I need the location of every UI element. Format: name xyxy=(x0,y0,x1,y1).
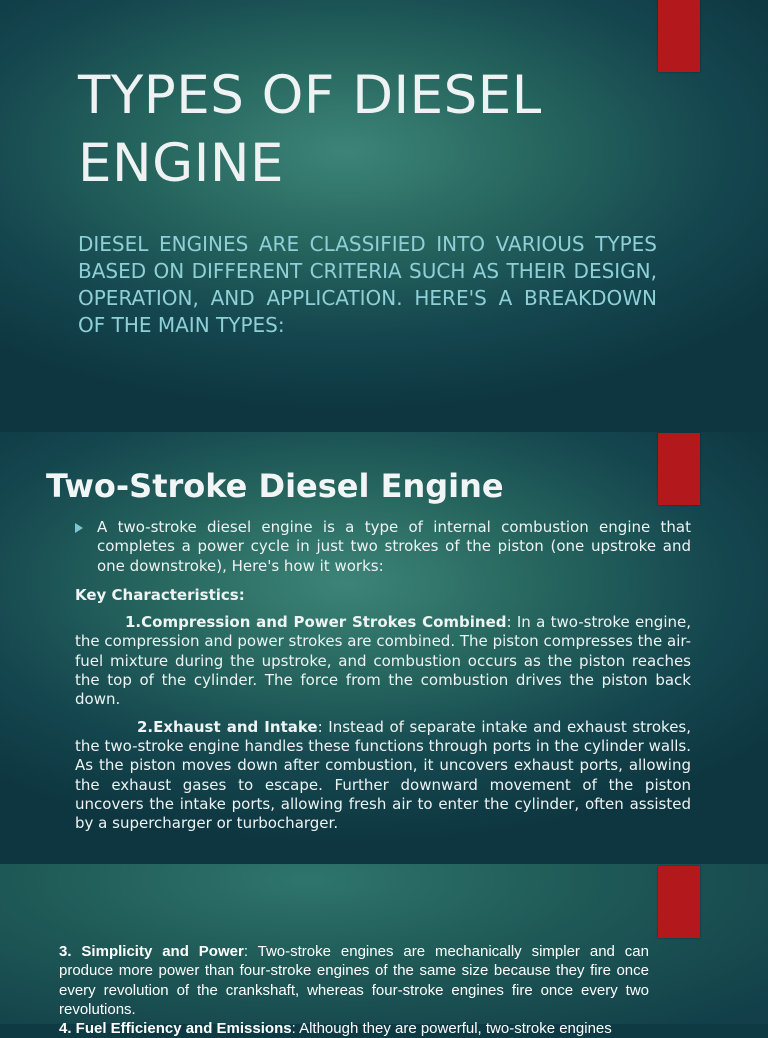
slide-1 xyxy=(0,0,768,432)
accent-bar xyxy=(658,866,700,938)
slide-subtitle: DIESEL ENGINES ARE CLASSIFIED INTO VARIOUS TYPES BASED ON DIFFERENT CRITERIA SUCH AS THEIR DESIGN, OPERATION, AND APPLICATION. HERE'S A BREAKDOWN OF THE MAIN TYPES: xyxy=(78,232,657,337)
slide-title: TYPES OF DIESEL ENGINE xyxy=(78,65,542,194)
slide-title: Two-Stroke Diesel Engine xyxy=(46,467,504,505)
characteristic-heading: 2.Exhaust and Intake xyxy=(137,717,318,736)
characteristic-heading: 4. Fuel Efficiency and Emissions xyxy=(59,1020,292,1038)
characteristic-text: : In a two-stroke engine, the compression and power strokes are combined. The piston compresses the air-fuel mixture during the upstroke, and combustion occurs as the piston reaches the top of the cylinder. The force from the combustion drives the piston back down. xyxy=(75,613,691,709)
characteristic-heading: 1.Compression and Power Strokes Combined xyxy=(125,613,507,632)
characteristic-text: : Instead of separate intake and exhaust strokes, the two-stroke engine handles these functions through ports in the cylinder walls. As the piston moves down after combustion, it uncovers exhaust ports, allowing the exhaust gases to escape. Further downward movement of the piston uncovers the intake ports, allowing fresh air to enter the cylinder, often assisted by a supercharger or turbocharger. xyxy=(75,717,692,833)
bullet-item xyxy=(75,518,691,576)
characteristic-item xyxy=(75,613,691,709)
characteristic-item xyxy=(59,942,649,1019)
slide-body xyxy=(75,518,691,833)
bullet-arrow-icon xyxy=(75,523,83,533)
characteristic-item xyxy=(75,718,691,834)
characteristic-text: : Although they are powerful, two-stroke engines xyxy=(291,1020,612,1038)
key-characteristics-heading: Key Characteristics: xyxy=(75,585,245,604)
characteristic-item xyxy=(59,1019,649,1038)
characteristic-heading: 3. Simplicity and Power xyxy=(59,943,244,960)
characteristic-text: : Two-stroke engines are mechanically simpler and can produce more power than four-stroke engines of the same size because they fire once every revolution of the crankshaft, whereas four-stroke engines fire once every two revolutions. xyxy=(59,943,649,1018)
bullet-text: A two-stroke diesel engine is a type of internal combustion engine that completes a power cycle in just two strokes of the piston (one upstroke and one downstroke), Here's how it works: xyxy=(97,518,691,575)
